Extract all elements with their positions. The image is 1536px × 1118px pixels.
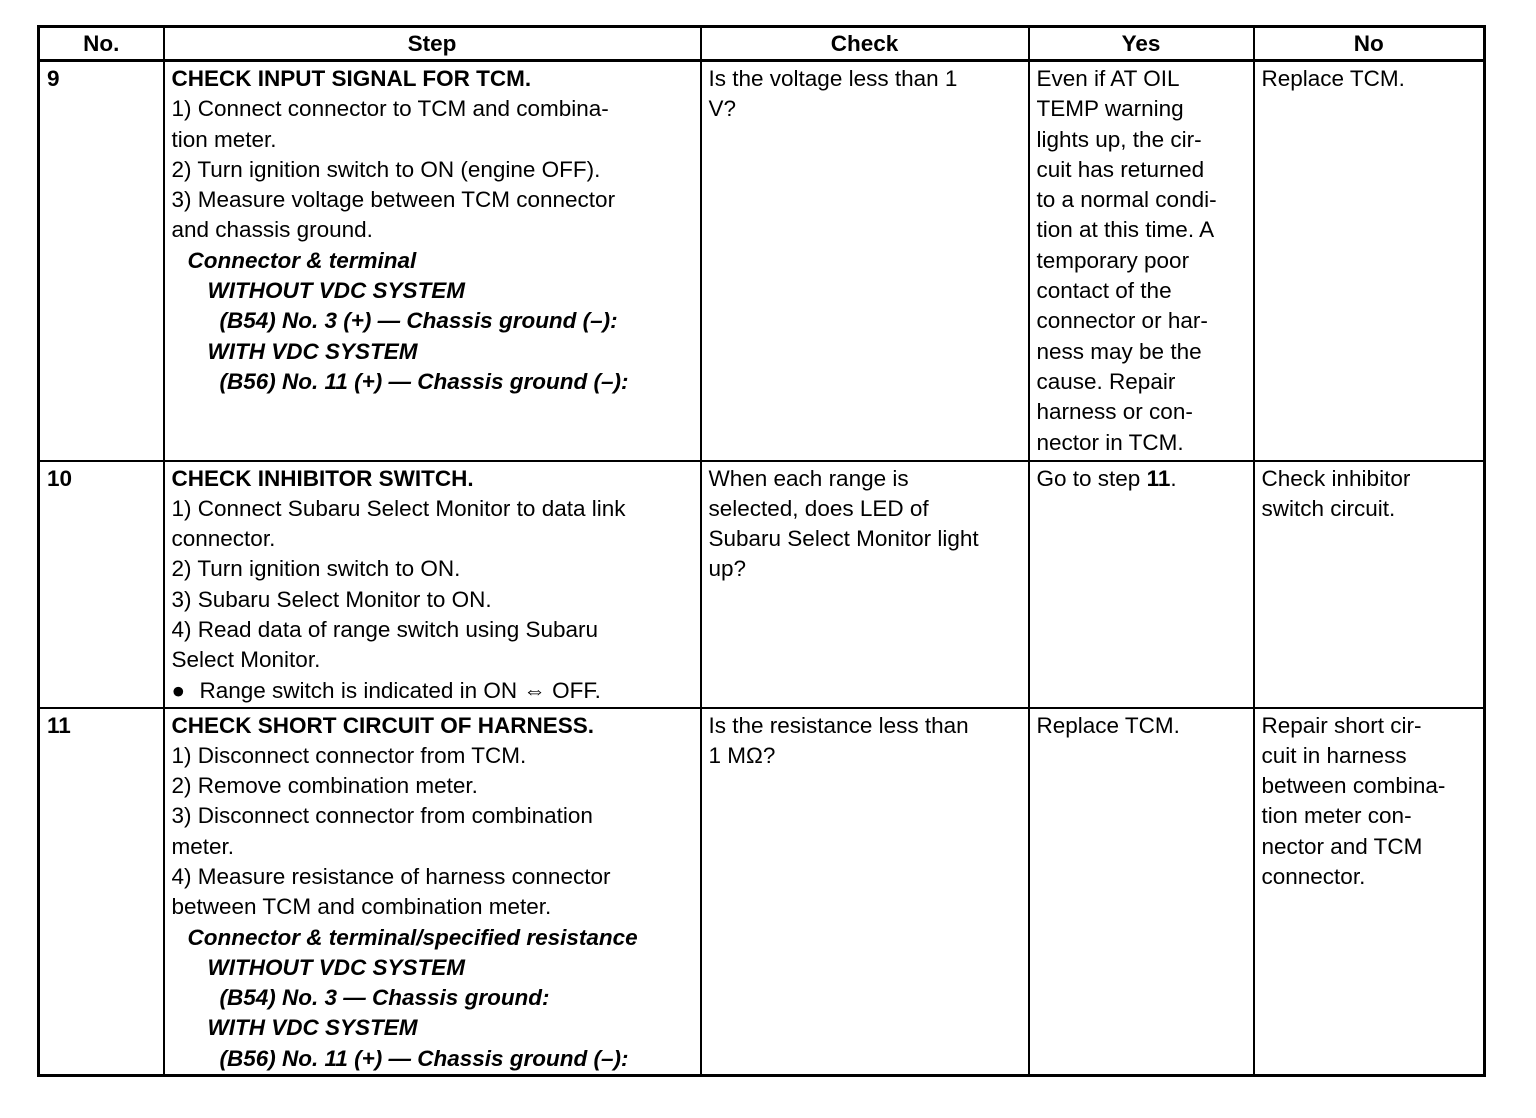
step-line: 2) Remove combination meter. [171,773,478,799]
yes-line: harness or con- [1036,399,1193,425]
step-line: 3) Disconnect connector from combination [171,803,593,829]
yes-line: Even if AT OIL [1036,66,1180,91]
step-description [164,708,701,1076]
yes-line: temporary poor [1036,247,1190,273]
spec-group: WITH VDC SYSTEM [207,338,418,364]
spec-heading: Connector & terminal/specified resistance [187,924,638,950]
step-line: between TCM and combination meter. [171,894,552,920]
header-step: Step [164,27,701,61]
check-cell [701,708,1029,1076]
yes-cell [1029,61,1254,461]
table-header [39,27,1485,61]
step-line: connector. [171,526,276,552]
no-line: Check inhibitor [1261,465,1411,491]
no-cell [1254,708,1485,1076]
spec-item: (B56) No. 11 (+) — Chassis ground (–): [219,1045,629,1071]
spec-item: (B54) No. 3 — Chassis ground: [219,985,550,1011]
table-row-step-9 [39,61,1485,461]
no-line: connector. [1261,863,1366,889]
spec-item: (B54) No. 3 (+) — Chassis ground (–): [219,308,618,334]
yes-step-number: 11 [1146,465,1171,491]
spec-heading: Connector & terminal [187,247,417,273]
check-line: When each range is [708,465,909,491]
step-description [164,461,701,708]
header-check: Check [701,27,1029,61]
spec-group: WITHOUT VDC SYSTEM [207,954,465,980]
yes-line: to a normal condi- [1036,187,1217,213]
step-line: 3) Subaru Select Monitor to ON. [171,586,492,612]
step-line: 3) Measure voltage between TCM connector [171,187,616,213]
step-description [164,61,701,461]
diagnostic-table [37,25,1486,1077]
step-number: 11 [39,708,164,1076]
spec-group: WITHOUT VDC SYSTEM [207,278,465,304]
yes-line: connector or har- [1036,308,1208,334]
no-cell [1254,461,1485,708]
step-line: and chassis ground. [171,217,373,243]
yes-line: nector in TCM. [1036,429,1184,455]
header-row [39,27,1485,61]
step-title: CHECK INPUT SIGNAL FOR TCM. [171,66,532,91]
step-line: 2) Turn ignition switch to ON. [171,556,461,582]
check-cell [701,461,1029,708]
table-row-step-10 [39,461,1485,708]
yes-prefix: Go to step [1036,465,1147,491]
yes-line [1037,464,1246,494]
check-line: 1 MΩ? [708,742,776,768]
check-line: selected, does LED of [708,495,929,521]
no-line: cuit in harness [1261,742,1407,768]
yes-line: contact of the [1036,278,1172,304]
yes-line: tion at this time. A [1036,217,1215,243]
step-line: meter. [171,833,235,859]
no-line: switch circuit. [1261,495,1396,521]
check-cell [701,61,1029,461]
step-line: 2) Turn ignition switch to ON (engine OFF). [171,156,601,182]
yes-line: TEMP warning [1036,96,1184,122]
yes-line: lights up, the cir- [1036,126,1202,152]
check-line: Is the resistance less than [708,712,969,738]
check-line: up? [708,556,747,582]
header-yes: Yes [1029,27,1254,61]
no-line: nector and TCM [1261,833,1423,859]
step-line: tion meter. [171,126,277,152]
step-line: 4) Measure resistance of harness connector [171,863,611,889]
bullet-item [172,676,693,706]
no-line: Repair short cir- [1261,712,1422,738]
bullet-icon: ● [171,677,186,703]
step-line: 1) Disconnect connector from TCM. [171,742,527,768]
step-line: Select Monitor. [171,647,321,673]
step-title: CHECK SHORT CIRCUIT OF HARNESS. [171,712,595,738]
yes-line: Replace TCM. [1036,712,1180,738]
header-no: No. [39,27,164,61]
bullet-text: Range switch is indicated in ON ⇔ OFF. [199,677,601,703]
spec-item: (B56) No. 11 (+) — Chassis ground (–): [219,368,629,394]
step-line: 4) Read data of range switch using Subaru [171,616,599,642]
check-line: Is the voltage less than 1 [708,66,958,91]
check-line: V? [708,96,737,122]
no-line: between combina- [1261,773,1446,799]
yes-cell [1029,708,1254,1076]
step-line: 1) Connect Subaru Select Monitor to data link [171,495,626,521]
yes-suffix: . [1170,465,1177,491]
header-no-result: No [1254,27,1485,61]
check-line: Subaru Select Monitor light [708,526,979,552]
yes-line: cause. Repair [1036,368,1176,394]
table-row-step-11 [39,708,1485,1076]
step-title: CHECK INHIBITOR SWITCH. [171,465,474,491]
spec-group: WITH VDC SYSTEM [207,1015,418,1041]
yes-cell [1029,461,1254,708]
no-cell [1254,61,1485,461]
step-line: 1) Connect connector to TCM and combina- [171,96,609,122]
step-number: 9 [39,61,164,461]
no-line: Replace TCM. [1261,66,1405,91]
no-line: tion meter con- [1261,803,1412,829]
yes-line: ness may be the [1036,338,1202,364]
yes-line: cuit has returned [1036,156,1205,182]
step-number: 10 [39,461,164,708]
